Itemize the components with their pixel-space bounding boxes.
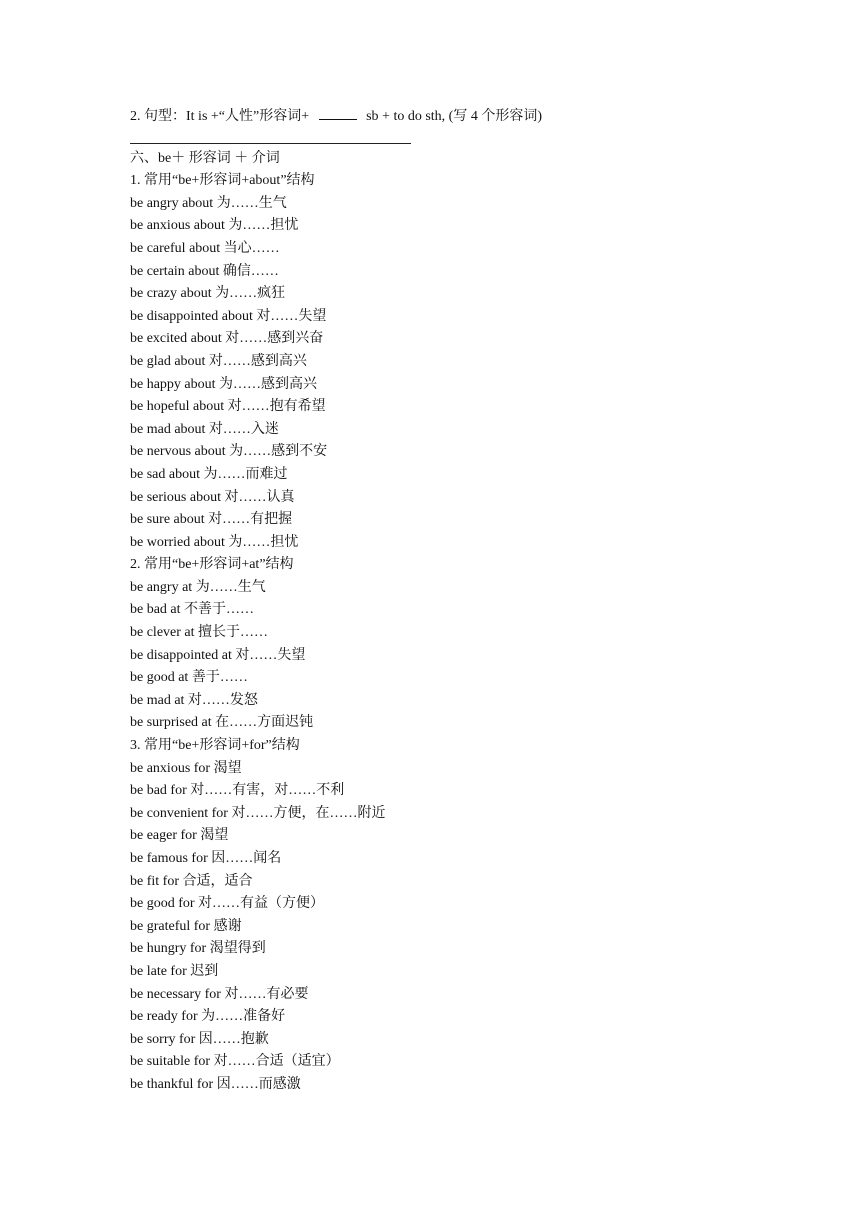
phrase-line: be bad at 不善于……: [130, 602, 255, 618]
phrase-line: be angry about 为……生气: [130, 195, 287, 211]
phrase-line: be certain about 确信……: [130, 263, 279, 279]
phrase-line: be anxious about 为……担忧: [130, 218, 299, 234]
phrase-line: be angry at 为……生气: [130, 579, 266, 595]
phrase-line: be happy about 为……感到高兴: [130, 376, 318, 392]
phrase-line: be good for 对……有益（方便）: [130, 896, 325, 912]
phrase-line: be ready for 为……准备好: [130, 1009, 286, 1025]
phrase-line: be sure about 对……有把握: [130, 512, 293, 528]
phrase-line: be disappointed at 对……失望: [130, 647, 306, 663]
phrase-line: be bad for 对……有害，对……不利: [130, 783, 345, 799]
pattern-prefix: 2. 句型：It is +“人性”形容词+: [130, 109, 313, 124]
phrase-line: be disappointed about 对……失望: [130, 308, 327, 324]
phrase-line: be worried about 为……担忧: [130, 534, 299, 550]
phrase-line: be careful about 当心……: [130, 240, 280, 256]
phrase-line: be convenient for 对……方便，在……附近: [130, 805, 386, 821]
phrase-line: be excited about 对……感到兴奋: [130, 331, 324, 347]
phrase-line: be grateful for 感谢: [130, 918, 242, 934]
phrase-line: be fit for 合适，适合: [130, 873, 253, 889]
phrase-line: 3. 常用“be+形容词+for”结构: [130, 738, 300, 754]
phrase-line: be serious about 对……认真: [130, 489, 295, 505]
phrase-line: be clever at 擅长于……: [130, 625, 269, 641]
sentence-pattern-line: [130, 106, 770, 129]
phrase-line: be hungry for 渴望得到: [130, 941, 266, 957]
phrase-line: 2. 常用“be+形容词+at”结构: [130, 557, 294, 573]
phrase-line: be glad about 对……感到高兴: [130, 353, 307, 369]
phrase-line: be good at 善于……: [130, 670, 248, 686]
phrase-line: be surprised at 在……方面迟钝: [130, 715, 314, 731]
phrase-line: be mad at 对……发怒: [130, 692, 258, 708]
answer-underline: [130, 143, 411, 144]
document-content: [130, 106, 770, 1097]
phrase-line: be hopeful about 对……抱有希望: [130, 399, 326, 415]
phrase-line: be thankful for 因……而感激: [130, 1076, 301, 1092]
phrase-line: be crazy about 为……疯狂: [130, 286, 286, 302]
phrase-line: be late for 迟到: [130, 963, 219, 979]
phrase-line: be famous for 因……闻名: [130, 851, 282, 866]
fill-in-blank: [319, 107, 357, 120]
phrase-list: [130, 148, 770, 1097]
pattern-suffix: sb + to do sth, (写 4 个形容词): [362, 109, 543, 124]
phrase-line: 1. 常用“be+形容词+about”结构: [130, 173, 315, 189]
phrase-line: 六、be＋ 形容词 ＋ 介词: [130, 150, 280, 166]
phrase-line: be anxious for 渴望: [130, 760, 242, 776]
phrase-line: be mad about 对……入迷: [130, 421, 279, 437]
phrase-line: be suitable for 对……合适（适宜）: [130, 1054, 340, 1070]
phrase-line: be nervous about 为……感到不安: [130, 444, 328, 460]
phrase-line: be necessary for 对……有必要: [130, 986, 309, 1002]
phrase-line: be sorry for 因……抱歉: [130, 1031, 269, 1047]
phrase-line: be eager for 渴望: [130, 828, 229, 844]
phrase-line: be sad about 为……而难过: [130, 466, 288, 482]
